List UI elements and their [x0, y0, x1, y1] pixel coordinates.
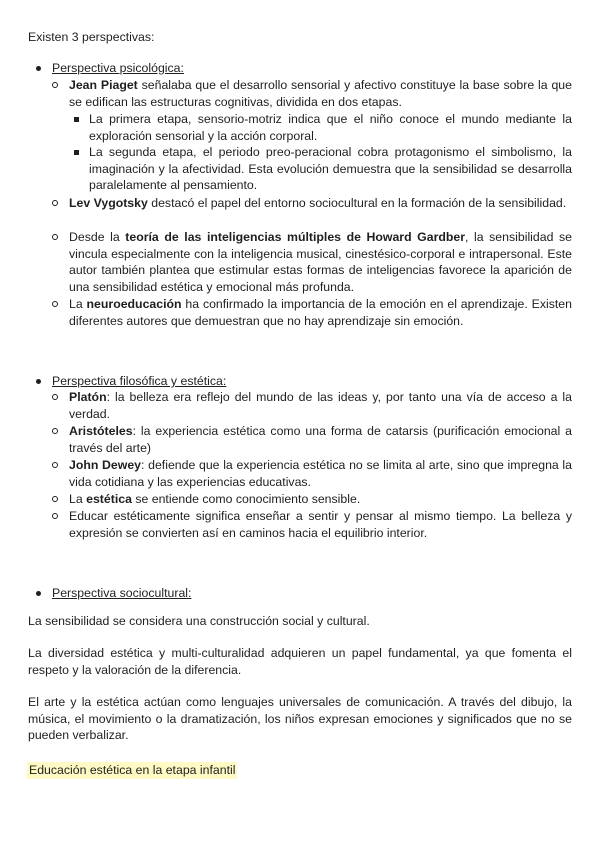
list-item-platon — [52, 389, 572, 422]
item-text: La primera etapa, sensorio-motriz indica que el niño conoce el mundo mediante la exploración sensorial y la acción corporal. — [89, 112, 572, 143]
author-name: Platón — [69, 390, 107, 404]
paragraph: El arte y la estética actúan como lenguajes universales de comunicación. A través del dibujo, la música, el movimiento o la dramatización, los niños expresan emociones y significados que no se pueden verbalizar. — [28, 695, 572, 743]
circle-bullet-icon — [52, 234, 58, 240]
paragraph: La sensibilidad se considera una construcción social y cultural. — [28, 614, 370, 628]
item-text: Educar estéticamente significa enseñar a sentir y pensar al mismo tiempo. La belleza y expresión se convierten así en caminos hacia el equilibrio interior. — [69, 509, 572, 540]
circle-bullet-icon — [52, 301, 58, 307]
theory-name: teoría de las inteligencias múltiples de Howard Gardber — [125, 230, 466, 244]
list-item-estetica — [52, 491, 572, 508]
section-heading: Perspectiva psicológica: — [52, 61, 184, 75]
list-item-gardner — [52, 229, 572, 295]
author-name: Jean Piaget — [69, 78, 138, 92]
paragraph: La diversidad estética y multi-culturalidad adquieren un papel fundamental, ya que fomenta el respeto y la valoración de la diferencia. — [28, 646, 572, 677]
square-bullet-icon — [74, 150, 79, 155]
square-bullet-icon — [74, 117, 79, 122]
highlighted-heading: Educación estética en la etapa infantil — [29, 763, 236, 777]
item-text: La — [69, 492, 87, 506]
author-name: Aristóteles — [69, 424, 133, 438]
list-item-piaget — [52, 77, 572, 110]
item-text: Desde la — [69, 230, 126, 244]
section-heading: Perspectiva filosófica y estética: — [52, 374, 227, 388]
item-text: La segunda etapa, el periodo preo-peracional cobra protagonismo el simbolismo, la imaginación y la afectividad. Esta evolución demuestra que la sensibilidad se desarrolla paralelamente al pensamiento. — [89, 145, 572, 193]
item-text: , la sensibilidad se vincula especialmente con la inteligencia musical, cinestésico-corporal e intrapersonal. Este autor también plantea que estimular estas formas de inteligencias favorece la aparición de una sensibilidad estética y emocional más profunda. — [69, 230, 572, 294]
list-item-educar — [52, 508, 572, 541]
item-text: destacó el papel del entorno sociocultural en la formación de la sensibilidad. — [147, 196, 567, 210]
circle-bullet-icon — [52, 513, 58, 519]
item-text: : la experiencia estética como una forma de catarsis (purificación emocional a través del arte) — [69, 424, 572, 455]
item-text: ha confirmado la importancia de la emoción en el aprendizaje. Existen diferentes autores que demuestran que no hay aprendizaje sin emoción. — [69, 297, 572, 328]
item-text: : defiende que la experiencia estética no se limita al arte, sino que impregna la vida cotidiana y las experiencias educativas. — [69, 458, 572, 489]
item-text: se entiende como conocimiento sensible. — [131, 492, 361, 506]
intro-text: Existen 3 perspectivas: — [28, 30, 155, 44]
author-name: Lev Vygotsky — [69, 196, 148, 210]
bullet-icon — [36, 379, 41, 384]
circle-bullet-icon — [52, 82, 58, 88]
author-name: John Dewey — [69, 458, 142, 472]
circle-bullet-icon — [52, 394, 58, 400]
term-name: estética — [86, 492, 132, 506]
list-item-neuro — [52, 296, 572, 329]
item-text: señalaba que el desarrollo sensorial y afectivo constituye la base sobre la que se edifican las estructuras cognitivas, dividida en dos etapas. — [69, 78, 572, 109]
list-item-dewey — [52, 457, 572, 490]
list-item-vygotsky — [52, 195, 572, 212]
term-name: neuroeducación — [86, 297, 182, 311]
sub-item-stage-2 — [74, 144, 572, 194]
bullet-icon — [36, 591, 41, 596]
bullet-icon — [36, 66, 41, 71]
circle-bullet-icon — [52, 496, 58, 502]
list-item-aristoteles — [52, 423, 572, 456]
circle-bullet-icon — [52, 428, 58, 434]
circle-bullet-icon — [52, 200, 58, 206]
item-text: : la belleza era reflejo del mundo de las ideas y, por tanto una vía de acceso a la verdad. — [69, 390, 572, 421]
section-heading: Perspectiva sociocultural: — [52, 586, 192, 600]
item-text: La — [69, 297, 87, 311]
sub-item-stage-1 — [74, 111, 572, 144]
circle-bullet-icon — [52, 462, 58, 468]
